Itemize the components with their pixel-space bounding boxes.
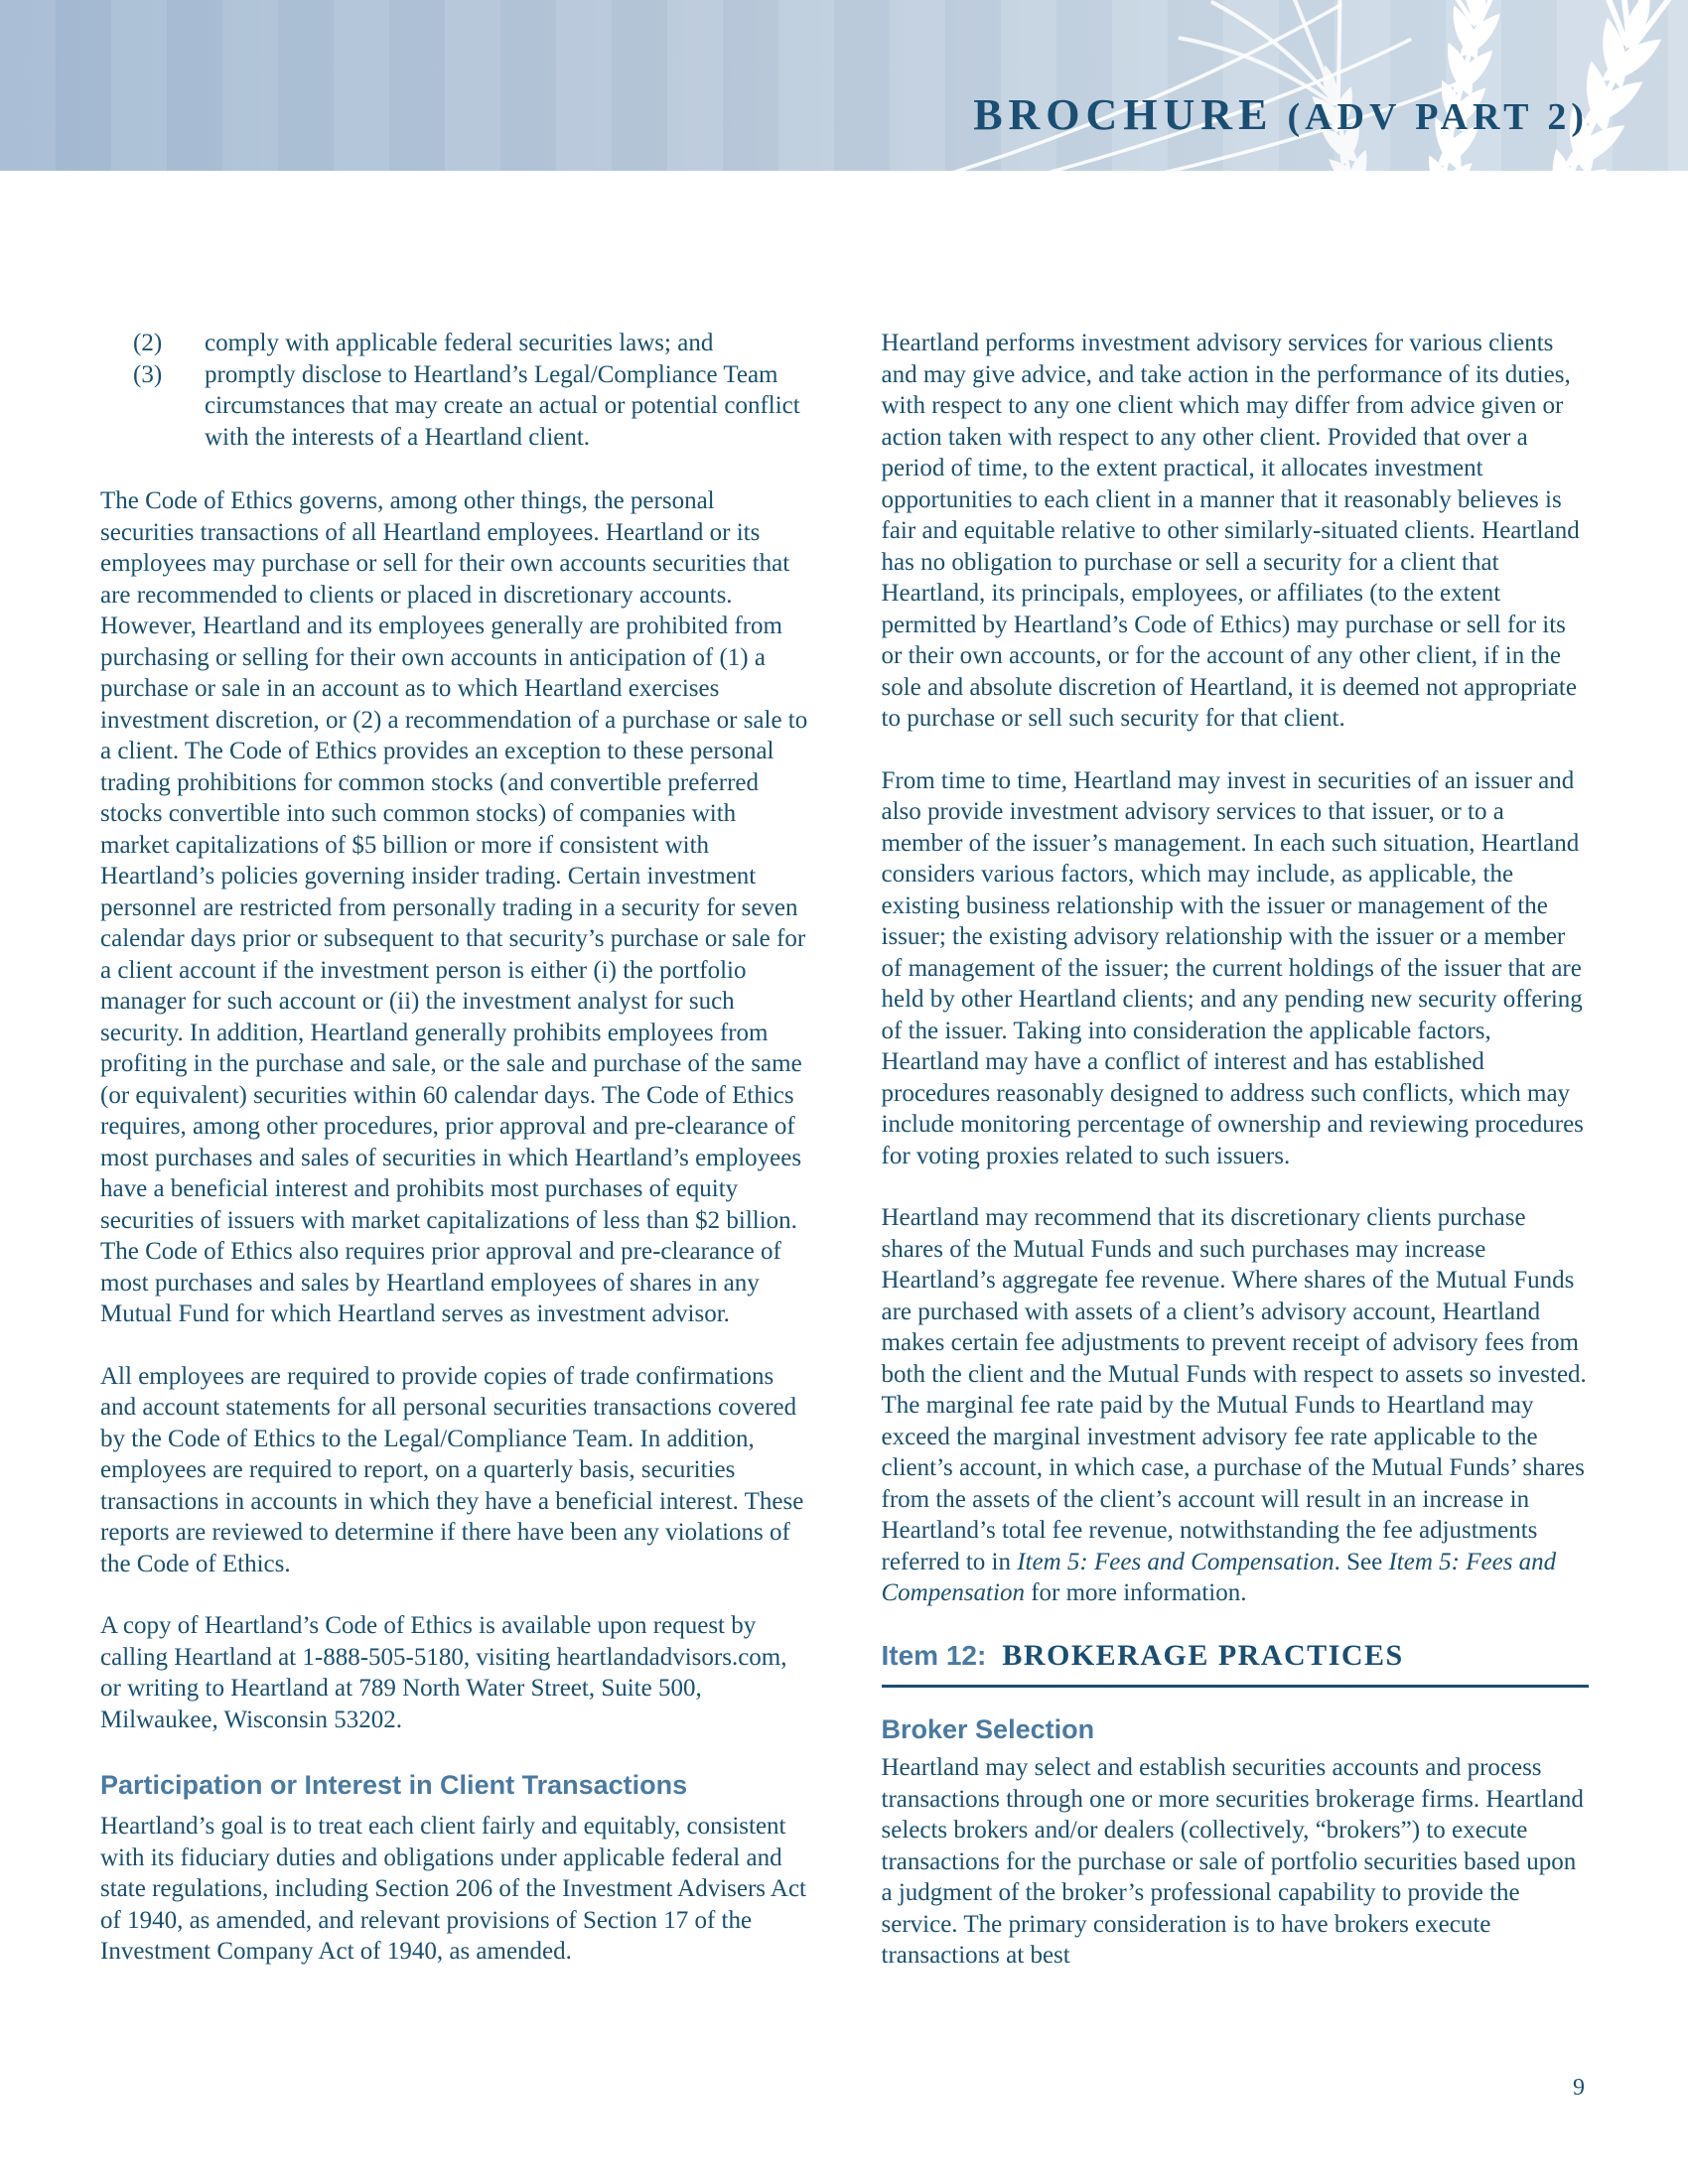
page-number: 9 bbox=[1573, 2075, 1585, 2101]
page-content bbox=[100, 328, 1589, 2002]
heading-broker-selection: Broker Selection bbox=[881, 1714, 1095, 1744]
paragraph-broker-selection: Heartland may select and establish securities accounts and process transactions through one or more securities brokerage firms. Heartland selects brokers and/or dealers (collectively, “brokers”) to execute transactions for the purchase or sale of portfolio securities based upon a judgment of the broker’s professional capability to provide the service. The primary consideration is to have brokers execute transactions at best bbox=[881, 1754, 1584, 1969]
heading-participation: Participation or Interest in Client Transactions bbox=[100, 1770, 688, 1800]
heading-item-12 bbox=[882, 1640, 1590, 1689]
paragraph-code-of-ethics: The Code of Ethics governs, among other things, the personal securities transactions of all Heartland employees. Heartland or its employees may purchase or sell for their own accounts securities that are recommended to clients or placed in discretionary accounts. However, Heartland and its employees generally are prohibited from purchasing or selling for their own accounts in anticipation of (1) a purchase or sale in an account as to which Heartland exercises investment discretion, or (2) a recommendation of a purchase or sale to a client. The Code of Ethics provides an exception to these personal trading prohibitions for common stocks (and convertible preferred stocks convertible into such common stocks) of companies with market capitalizations of $5 billion or more if consistent with Heartland’s policies governing insider trading. Certain investment personnel are restricted from personally trading in a security for seven calendar days prior or subsequent to that security’s purchase or sale for a client account if the investment person is either (i) the portfolio manager for such account or (ii) the investment analyst for such security. In addition, Heartland generally prohibits employees from profiting in the purchase and sale, or the sale and purchase of the same (or equivalent) securities within 60 calendar days. The Code of Ethics requires, among other procedures, prior approval and pre-clearance of most purchases and sales of securities in which Heartland’s employees have a beneficial interest and prohibits most purchases of equity securities of issuers with market capitalizations of less than $2 billion. The Code of Ethics also requires prior approval and pre-clearance of most purchases and sales by Heartland employees of shares in any Mutual Fund for which Heartland serves as investment advisor. bbox=[100, 487, 808, 1327]
list-item bbox=[100, 359, 808, 454]
page-title-main: BROCHURE bbox=[973, 90, 1274, 139]
wheat-graphic bbox=[914, 0, 1688, 171]
list-item bbox=[100, 328, 808, 359]
paragraph-code-copy-request: A copy of Heartland’s Code of Ethics is available upon request by calling Heartland at 1-888-505-5180, visiting heartlandadvisors.com, or writing to Heartland at 789 North Water Street, Suite 500, Milwaukee, Wisconsin 53202. bbox=[100, 1612, 787, 1733]
paragraph-employee-reporting: All employees are required to provide copies of trade confirmations and account statements for all personal securities transactions covered by the Code of Ethics to the Legal/Compliance Team. In addition, employees are required to report, on a quarterly basis, securities transactions in accounts in which they have a beneficial interest. These reports are reviewed to determine if there have been any violations of the Code of Ethics. bbox=[100, 1362, 804, 1577]
paragraph-participation: Heartland’s goal is to treat each client fairly and equitably, consistent with its fiduciary duties and obligations under applicable federal and state regulations, including Section 206 of the Investment Advisers Act of 1940, as amended, and relevant provisions of Section 17 of the Investment Company Act of 1940, as amended. bbox=[100, 1813, 806, 1965]
paragraph-advisory-services: Heartland performs investment advisory services for various clients and may give advice, and take action in the performance of its duties, with respect to any one client which may differ from advice given or action taken with respect to any other client. Provided that over a period of time, to the extent practical, it allocates investment opportunities to each client in a manner that it reasonably believes is fair and equitable relative to other similarly-situated clients. Heartland has no obligation to purchase or sell a security for a client that Heartland, its principals, employees, or affiliates (to the extent permitted by Heartland’s Code of Ethics) may purchase or sell for its or their own accounts, or for the account of any other client, if in the sole and absolute discretion of Heartland, it is deemed not appropriate to purchase or sell such security for that client. bbox=[881, 330, 1580, 732]
page-title bbox=[973, 90, 1589, 139]
left-column bbox=[100, 328, 808, 2002]
list-item-text: comply with applicable federal securities laws; and bbox=[205, 330, 714, 356]
paragraph-issuer-investments: From time to time, Heartland may invest in securities of an issuer and also provide investment advisory services to that issuer, or to a member of the issuer’s management. In each such situation, Heartland considers various factors, which may include, as applicable, the existing business relationship with the issuer or management of the issuer; the existing advisory relationship with the issuer or a member of management of the issuer; the current holdings of the issuer that are held by other Heartland clients; and any pending new security offering of the issuer. Taking into consideration the applicable factors, Heartland may have a conflict of interest and has established procedures reasonably designed to address such conflicts, which may include monitoring percentage of ownership and reviewing procedures for voting proxies related to such issuers. bbox=[881, 766, 1584, 1169]
list-item-marker: (2) bbox=[133, 330, 163, 356]
right-column bbox=[882, 328, 1590, 2002]
item-12-label: Item 12: bbox=[881, 1639, 987, 1671]
paragraph-mutual-fund-fees: Heartland may recommend that its discretionary clients purchase shares of the Mutual Funds and such purchases may increase Heartland’s aggregate fee revenue. Where shares of the Mutual Funds are purchased with assets of a client’s advisory account, Heartland makes certain fee adjustments to prevent receipt of advisory fees from both the client and the Mutual Funds with respect to assets so invested. The marginal fee rate paid by the Mutual Funds to Heartland may exceed the marginal investment advisory fee rate applicable to the client’s account, in which case, a purchase of the Mutual Funds’ shares from the assets of the client’s account will result in an increase in Heartland’s total fee revenue, notwithstanding the fee adjustments referred to in Item 5: Fees and Compensation. See Item 5: Fees and Compensation for more information. bbox=[881, 1204, 1587, 1606]
list-item-text: promptly disclose to Heartland’s Legal/Compliance Team circumstances that may create an actual or potential conflict with the interests of a Heartland client. bbox=[205, 360, 800, 451]
page-title-paren: (ADV PART 2) bbox=[1287, 96, 1589, 138]
header-band bbox=[0, 0, 1688, 171]
code-of-ethics-list bbox=[100, 328, 808, 453]
item-12-title: BROKERAGE PRACTICES bbox=[1002, 1638, 1404, 1672]
list-item-marker: (3) bbox=[133, 360, 163, 388]
